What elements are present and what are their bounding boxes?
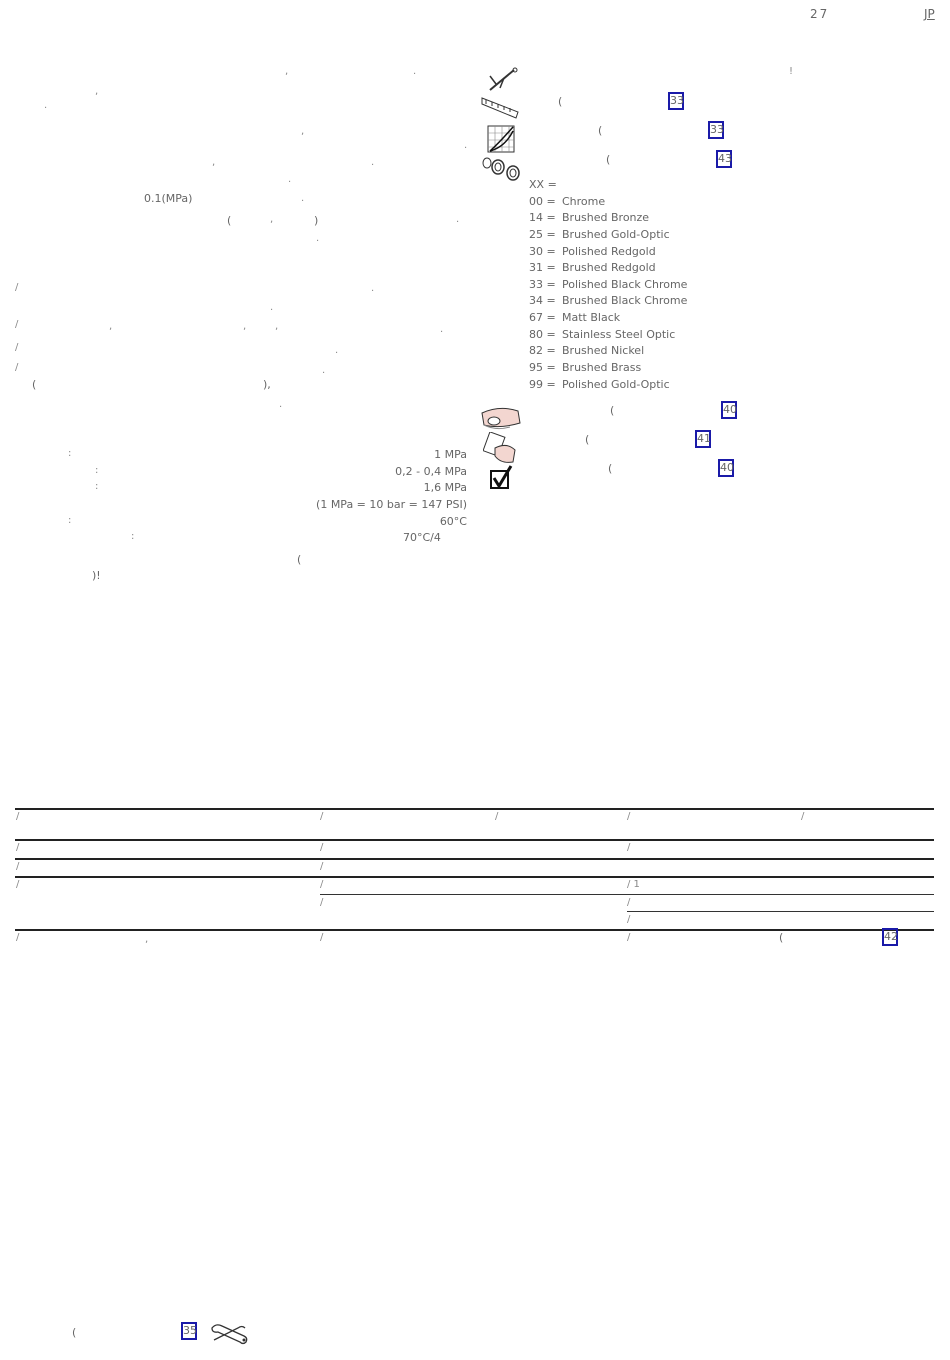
- color-code: 67 =: [529, 311, 556, 324]
- color-code: 33 =: [529, 278, 556, 291]
- list-item: [529, 361, 641, 374]
- slash-one: / 1: [627, 879, 640, 890]
- color-code: 80 =: [529, 328, 556, 341]
- punct: .: [335, 345, 339, 356]
- color-code: 00 =: [529, 195, 556, 208]
- punct: ,: [243, 321, 247, 332]
- color-code: 34 =: [529, 294, 556, 307]
- table-rule: [15, 876, 934, 878]
- bracket-open: (: [779, 931, 784, 944]
- punct: ,: [275, 321, 279, 332]
- slash: /: [320, 879, 324, 890]
- spec-value: 60°C: [439, 515, 467, 528]
- language-code: JP: [924, 7, 935, 21]
- punct: .: [464, 140, 468, 151]
- flow-diagram-icon: [487, 125, 515, 153]
- punct: ,: [285, 66, 289, 77]
- slash: /: [320, 897, 324, 908]
- list-item: [529, 378, 670, 391]
- caulking-gun-icon: [484, 66, 520, 92]
- color-name: Brushed Redgold: [562, 261, 656, 274]
- colon: :: [95, 481, 99, 492]
- punct: .: [316, 233, 320, 244]
- color-code: 31 =: [529, 261, 556, 274]
- warning-end: )!: [92, 569, 101, 582]
- punct: ,: [301, 126, 305, 137]
- bracket-close: ): [314, 214, 319, 227]
- fittings-icon: [481, 156, 521, 182]
- color-name: Brushed Nickel: [562, 344, 645, 357]
- color-code: 99 =: [529, 378, 556, 391]
- slash: /: [627, 932, 631, 943]
- color-name: Brushed Black Chrome: [562, 294, 688, 307]
- slash: /: [627, 914, 631, 925]
- punct: .: [301, 193, 305, 204]
- slash: /: [627, 842, 631, 853]
- punct: ,: [109, 321, 113, 332]
- table-rule: [320, 894, 934, 895]
- slash: /: [627, 897, 631, 908]
- color-name: Polished Black Chrome: [562, 278, 688, 291]
- color-name: Brushed Bronze: [562, 211, 650, 224]
- slash: /: [320, 842, 324, 853]
- bracket-open: (: [610, 404, 615, 417]
- color-name: Brushed Brass: [562, 361, 642, 374]
- bracket-close: ),: [263, 378, 271, 391]
- punct: .: [322, 365, 326, 376]
- slash: /: [15, 282, 19, 293]
- page-ref-link[interactable]: 43: [716, 150, 732, 168]
- slash: /: [16, 842, 20, 853]
- color-name: Polished Redgold: [562, 245, 656, 258]
- colon: :: [131, 531, 135, 542]
- slash: /: [16, 932, 20, 943]
- page-ref-link[interactable]: 42: [882, 928, 898, 946]
- color-code: 25 =: [529, 228, 556, 241]
- punct: .: [456, 214, 460, 225]
- page-ref-link[interactable]: 40: [721, 401, 737, 419]
- punct: ,: [270, 214, 274, 225]
- color-code: 95 =: [529, 361, 556, 374]
- punct: ,: [212, 157, 216, 168]
- punct: .: [279, 399, 283, 410]
- punct: ,: [145, 934, 149, 945]
- punct: .: [371, 157, 375, 168]
- color-name: Stainless Steel Optic: [562, 328, 676, 341]
- color-name: Matt Black: [562, 311, 621, 324]
- bracket-open: (: [585, 433, 590, 446]
- punct: .: [270, 302, 274, 313]
- bracket-open: (: [32, 378, 37, 391]
- color-name: Chrome: [562, 195, 606, 208]
- color-code: 14 =: [529, 211, 556, 224]
- bracket-open: (: [608, 462, 613, 475]
- slash: /: [15, 362, 19, 373]
- slash: /: [495, 811, 499, 822]
- exclaim: !: [789, 66, 794, 77]
- punct: .: [44, 100, 48, 111]
- spec-value: 1 MPa: [434, 448, 467, 461]
- page-ref-link[interactable]: 41: [695, 430, 711, 448]
- page-number: 27: [810, 7, 830, 21]
- list-item: [529, 261, 656, 274]
- pressure-unit: 0.1(MPa): [144, 192, 193, 205]
- list-item: [529, 294, 687, 307]
- slash: /: [627, 811, 631, 822]
- cleaning-hand-icon: [480, 403, 522, 431]
- list-item: [529, 278, 687, 291]
- punct: .: [371, 283, 375, 294]
- list-item: [529, 311, 620, 324]
- list-item: [529, 211, 649, 224]
- colors-header: XX =: [529, 178, 557, 191]
- slash: /: [15, 342, 19, 353]
- slash: /: [15, 319, 19, 330]
- slash: /: [16, 811, 20, 822]
- colon: :: [68, 515, 72, 526]
- colon: :: [68, 448, 72, 459]
- page-ref-link[interactable]: 33: [708, 121, 724, 139]
- slash: /: [16, 879, 20, 890]
- slash: /: [801, 811, 805, 822]
- bracket-open: (: [297, 553, 302, 566]
- table-rule: [15, 839, 934, 841]
- bracket-open: (: [227, 214, 232, 227]
- punct: .: [440, 324, 444, 335]
- page-ref-link[interactable]: 35: [181, 1322, 197, 1340]
- bracket-open: (: [606, 153, 611, 166]
- list-item: [529, 328, 675, 341]
- list-item: [529, 228, 670, 241]
- checkbox-icon: [489, 465, 513, 491]
- table-rule: [15, 858, 934, 860]
- wiping-hand-icon: [483, 432, 519, 464]
- page-ref-link[interactable]: 40: [718, 459, 734, 477]
- slash: /: [16, 861, 20, 872]
- spec-value: (1 MPa = 10 bar = 147 PSI): [316, 498, 467, 511]
- bracket-open: (: [598, 124, 603, 137]
- bracket-open: (: [558, 95, 563, 108]
- color-name: Brushed Gold-Optic: [562, 228, 670, 241]
- color-name: Polished Gold-Optic: [562, 378, 670, 391]
- table-rule: [15, 929, 934, 931]
- slash: /: [320, 811, 324, 822]
- table-rule: [15, 808, 934, 810]
- list-item: [529, 245, 656, 258]
- page-ref-link[interactable]: 33: [668, 92, 684, 110]
- slash: /: [320, 861, 324, 872]
- spec-value: 0,2 - 0,4 MPa: [395, 465, 467, 478]
- color-code: 82 =: [529, 344, 556, 357]
- punct: ,: [95, 86, 99, 97]
- punct: .: [288, 174, 292, 185]
- list-item: [529, 344, 644, 357]
- colon: :: [95, 465, 99, 476]
- wrench-icon: [208, 1322, 250, 1346]
- list-item: [529, 195, 605, 208]
- spec-value: 70°C/4: [403, 531, 441, 544]
- bracket-open: (: [72, 1326, 77, 1339]
- slash: /: [320, 932, 324, 943]
- color-code: 30 =: [529, 245, 556, 258]
- table-rule: [627, 911, 934, 912]
- spec-value: 1,6 MPa: [423, 481, 467, 494]
- ruler-icon: [480, 96, 520, 120]
- punct: .: [413, 66, 417, 77]
